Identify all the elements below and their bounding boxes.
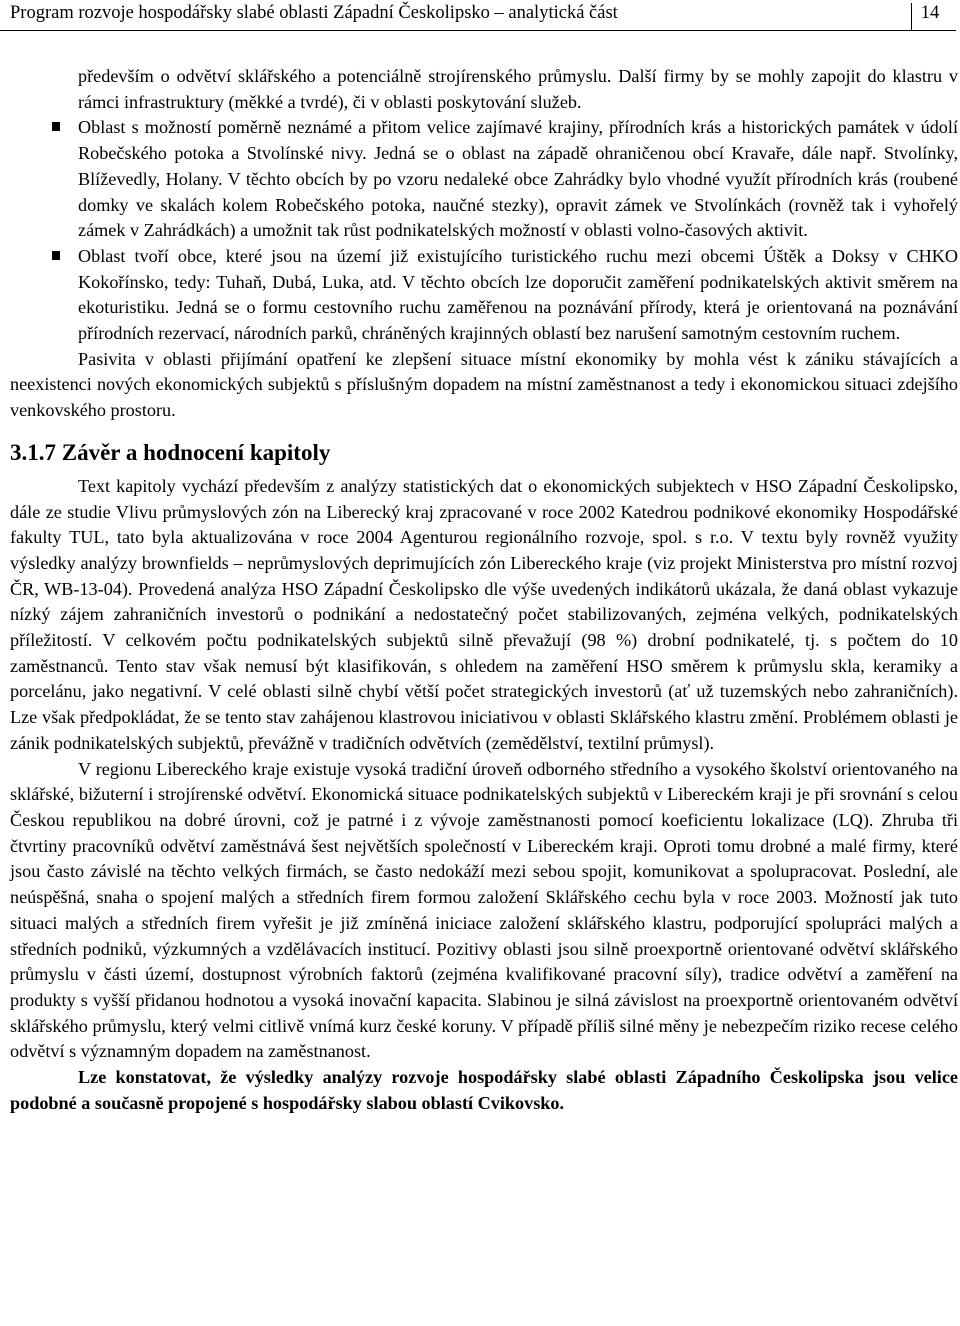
paragraph-region: V regionu Libereckého kraje existuje vysoká tradiční úroveň odborného středního a vysokého školství orientovaného na sklářské, bižuterní i strojírenské odvětví. Ekonomická situace podnikatelských subjektů v Libereckém kraji je při srovnání s celou Českou republikou na dobré úrovni, což je patrné i z vývoje zaměstnanosti pomocí koeficientu lokalizace (LQ). Zhruba tři čtvrtiny pracovníků odvětví zaměstnává šest největších společností v Libereckém kraji. Oproti tomu drobné a malé firmy, které jsou často závislé na těchto velkých firmách, se často nedokáží mezi sebou spojit, komunikovat a spolupracovat. Poslední, ale neúspěšná, snaha o spojení malých a středních firem formou založení Sklářského cechu byla v roce 2003. Možností jak tuto situaci malých a středních firem vyřešit je již zmíněná iniciace založení sklářského klastru, podporující spolupráci malých a středních podniků, výzkumných a vzdělávacích institucí. Pozitivy oblasti jsou silně proexportně orientované odvětví sklářského průmyslu v části území, dostupnost výrobních faktorů (zejména kvalifikované pracovní síly), tradice odvětví a zaměření na produkty s vyšší přidanou hodnotou a vysoká inovační kapacita. Slabinou je silná závislost na proexportně orientovaném odvětví sklářského průmyslu, který velmi citlivě vnímá kurz české koruny. V případě příliš silné měny je nebezpečím riziko recese celého odvětví s významným dopadem na zaměstnanost. (10, 758, 958, 1062)
page-number: 14 (911, 3, 948, 30)
bullet-item-kokorinsko (10, 244, 958, 347)
paragraph-conclusion: Lze konstatovat, že výsledky analýzy rozvoje hospodářsky slabé oblasti Západního Českolipska jsou velice podobné a současně propojené s hospodářsky slabou oblastí Cvikovsko. (10, 1067, 958, 1113)
bullet-item-robecsky-potok (10, 115, 958, 244)
paragraph-pasivita: Pasivita v oblasti přijímání opatření ke zlepšení situace místní ekonomiky by mohla vést k zániku stávajících a neexistenci nových ekonomických subjektů s příslušným dopadem na místní zaměstnanost a tedy i ekonomickou situaci zdejšího venkovského prostoru. (10, 348, 958, 421)
paragraph-continuation: především o odvětví sklářského a potenciálně strojírenského průmyslu. Další firmy by se mohly zapojit do klastru v rámci infrastruktury (měkké a tvrdé), či v oblasti poskytování služeb. (78, 66, 958, 112)
paragraph-zaver: Text kapitoly vychází především z analýzy statistických dat o ekonomických subjektech v HSO Západní Českolipsko, dále ze studie Vlivu průmyslových zón na Liberecký kraj zpracované v roce 2002 Katedrou podnikové ekonomiky Hospodářské fakulty TUL, tato byla aktualizována v roce 2004 Agenturou regionálního rozvoje, spol. s r.o. V textu byly rovněž využity výsledky analýzy brownfields – neprůmyslových deprimujících zón Libereckého kraje (viz projekt Ministerstva pro místní rozvoj ČR, WB-13-04). Provedená analýza HSO Západní Českolipsko dle výše uvedených indikátorů ukázala, že daná oblast vykazuje nízký zájem zahraničních investorů o podnikání a nedostatečný počet stabilizovaných, zejména velkých, podnikatelských příležitostí. V celkovém počtu podnikatelských subjektů silně převažují (98 %) drobní podnikatelé, tj. s počtem do 10 zaměstnanců. Tento stav však nemusí být klasifikován, s ohledem na zaměření HSO směrem k průmyslu skla, keramiky a porcelánu, jako negativní. V celé oblasti silně chybí větší počet strategických investorů (ať už tuzemských nebo zahraničních). Lze však předpokládat, že se tento stav zahájenou klastrovou iniciativou v oblasti Sklářského klastru změní. Problémem oblasti je zánik podnikatelských subjektů, převážně v tradičních odvětvích (zemědělství, textilní průmysl). (10, 475, 958, 753)
header-title: Program rozvoje hospodářsky slabé oblasti Západní Českolipsko – analytická část (10, 3, 618, 23)
square-bullet-icon (52, 122, 60, 131)
document-body (10, 64, 958, 1116)
square-bullet-icon (52, 251, 60, 260)
bullet-text: Oblast tvoří obce, které jsou na území již existujícího turistického ruchu mezi obcemi Úštěk a Doksy v CHKO Kokořínsko, tedy: Tuhaň, Dubá, Luka, atd. V těchto obcích lze doporučit zaměření podnikatelských aktivit směrem na ekoturistiku. Jedná se o formu cestovního ruchu zaměřenou na poznávání přírody, která je orientovaná na poznávání přírodních rezervací, národních parků, chráněných krajinných oblastí bez narušení samotným cestovním ruchem. (78, 245, 958, 344)
section-heading: 3.1.7 Závěr a hodnocení kapitoly (10, 439, 331, 465)
page-header (0, 0, 956, 31)
bullet-text: Oblast s možností poměrně neznámé a přitom velice zajímavé krajiny, přírodních krás a historických památek v údolí Robečského potoka a Stvolínské nivy. Jedná se o oblast na západě ohraničenou obcí Kravaře, dále např. Stvolínky, Blíževedly, Holany. V těchto obcích by po vzoru nedaleké obce Zahrádky bylo vhodné využít přírodních krás (roubené domky ve skalách kolem Robečského potoka, naučné stezky), opravit zámek ve Stvolínkách (rovněž tak i vyhořelý zámek v Zahrádkách) a umožnit tak růst podnikatelských možností v oblasti volno-časových aktivit. (78, 117, 958, 241)
